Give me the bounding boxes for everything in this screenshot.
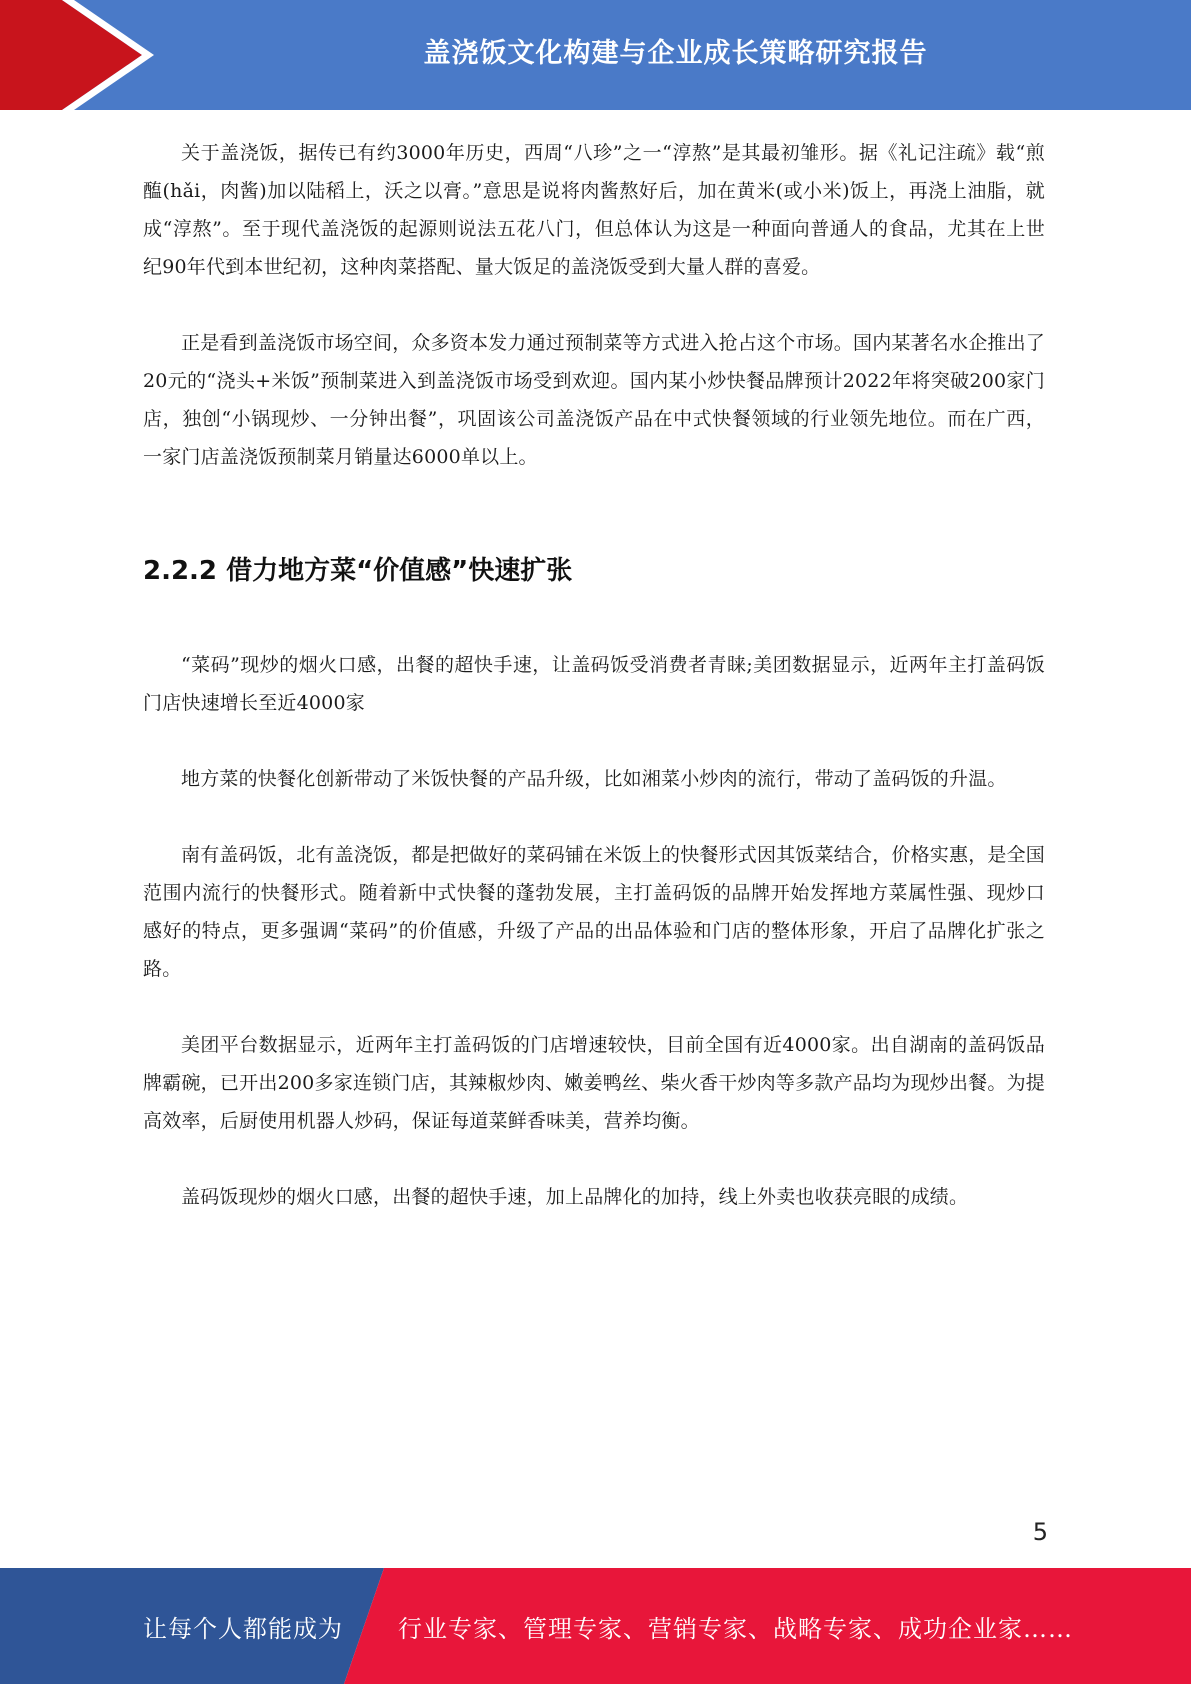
paragraph-online-delivery: 盖码饭现炒的烟火口感，出餐的超快手速，加上品牌化的加持，线上外卖也收获亮眼的成绩。 <box>181 1186 969 1208</box>
footer-slogan-left: 让每个人都能成为 <box>143 1614 343 1643</box>
page-footer <box>0 1568 1191 1684</box>
section-heading: 2.2.2 借力地方菜“价值感”快速扩张 <box>143 556 573 586</box>
page-number: 5 <box>1032 1518 1048 1546</box>
paragraph-local-cuisine: 地方菜的快餐化创新带动了米饭快餐的产品升级，比如湘菜小炒肉的流行，带动了盖码饭的升温。 <box>181 768 1007 790</box>
report-title: 盖浇饭文化构建与企业成长策略研究报告 <box>423 37 928 69</box>
paragraph-market: 正是看到盖浇饭市场空间，众多资本发力通过预制菜等方式进入抢占这个市场。国内某著名水企推出了20元的“浇头+米饭”预制菜进入到盖浇饭市场受到欢迎。国内某小炒快餐品牌预计2022年将突破200家门店，独创“小锅现炒、一分钟出餐”，巩固该公司盖浇饭产品在中式快餐领域的行业领先地位。而在广西，一家门店盖浇饭预制菜月销量达6000单以上。 <box>143 332 1046 468</box>
document-body <box>143 134 1045 1216</box>
paragraph-history: 关于盖浇饭，据传已有约3000年历史，西周“八珍”之一“淳熬”是其最初雏形。据《礼记注疏》载“煎醢(hǎi，肉酱)加以陆稻上，沃之以膏。”意思是说将肉酱熬好后，加在黄米(或小米)饭上，再浇上油脂，就成“淳熬”。至于现代盖浇饭的起源则说法五花八门，但总体认为这是一种面向普通人的食品，尤其在上世纪90年代到本世纪初，这种肉菜搭配、量大饭足的盖浇饭受到大量人群的喜爱。 <box>143 142 1045 278</box>
paragraph-meituan-data: 美团平台数据显示，近两年主打盖码饭的门店增速较快，目前全国有近4000家。出自湖南的盖码饭品牌霸碗，已开出200多家连锁门店，其辣椒炒肉、嫩姜鸭丝、柴火香干炒肉等多款产品均为现炒出餐。为提高效率，后厨使用机器人炒码，保证每道菜鲜香味美，营养均衡。 <box>143 1034 1045 1132</box>
footer-slogan-right: 行业专家、管理专家、营销专家、战略专家、成功企业家…… <box>398 1614 1073 1643</box>
paragraph-north-south: 南有盖码饭，北有盖浇饭，都是把做好的菜码铺在米饭上的快餐形式因其饭菜结合，价格实惠，是全国范围内流行的快餐形式。随着新中式快餐的蓬勃发展，主打盖码饭的品牌开始发挥地方菜属性强、现炒口感好的特点，更多强调“菜码”的价值感，升级了产品的出品体验和门店的整体形象，开启了品牌化扩张之路。 <box>143 844 1046 980</box>
page-header <box>0 0 1191 110</box>
paragraph-caima: “菜码”现炒的烟火口感，出餐的超快手速，让盖码饭受消费者青睐;美团数据显示，近两年主打盖码饭门店快速增长至近4000家 <box>143 654 1045 714</box>
